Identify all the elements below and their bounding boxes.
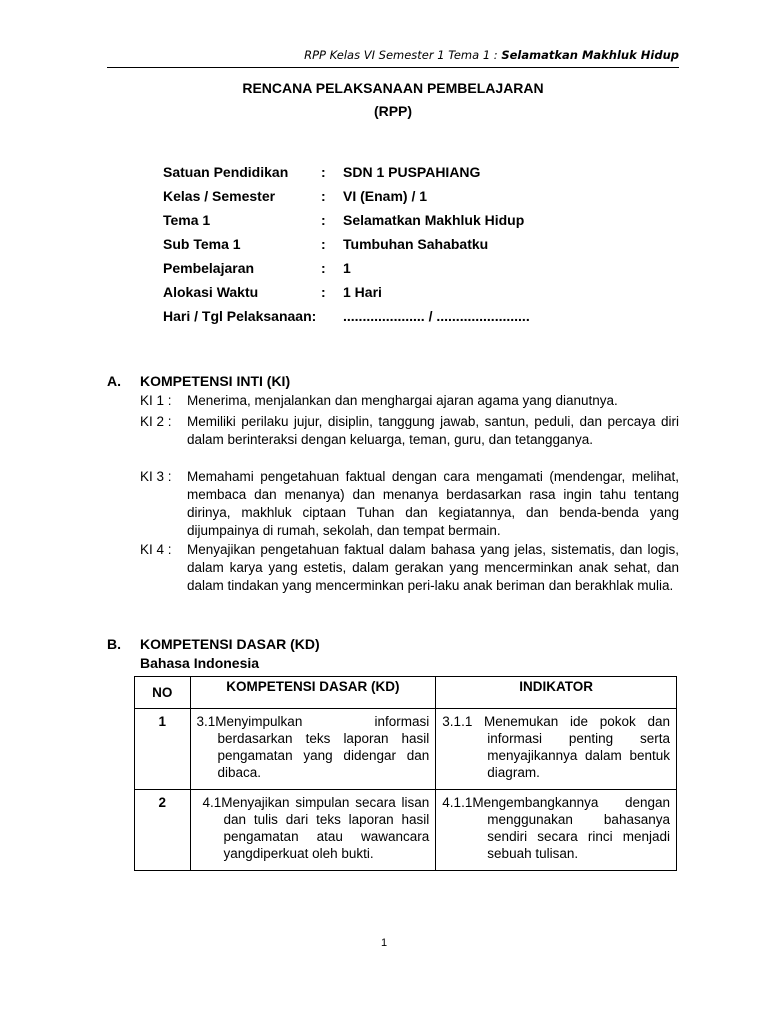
info-value: Selamatkan Makhluk Hidup [343,212,525,228]
row-number: 2 [135,790,191,871]
info-label: Tema 1 [163,212,211,228]
table-row [135,709,677,790]
row-number: 1 [135,709,191,790]
column-header-indikator: INDIKATOR [436,677,677,709]
info-label: Alokasi Waktu [163,284,259,300]
header-theme: Selamatkan Makhluk Hidup [501,48,679,62]
section-a-letter: A. [107,373,121,389]
ki-text: Memahami pengetahuan faktual dengan cara mengamati (mendengar, melihat, membaca dan menanya) dan menanya berdasarkan rasa ingin tahu tentang dirinya, makhluk ciptaan Tuhan dan kegiatannya, dan benda-benda yang dijumpainya di rumah, sekolah, dan tempat bermain. [187,469,679,538]
info-value: VI (Enam) / 1 [343,188,428,204]
table-row [135,790,677,871]
info-row-satuan [163,164,683,184]
info-label: Sub Tema 1 [163,236,241,252]
column-header-no: NO [135,677,191,709]
page-number: 1 [380,937,388,949]
info-row-subtema [163,236,683,256]
ki-label: KI 4 : [140,542,172,557]
subject-heading: Bahasa Indonesia [140,655,260,671]
indikator-cell [436,709,677,790]
ki-label: KI 2 : [140,414,172,429]
section-a-title: KOMPETENSI INTI (KI) [140,373,291,389]
kd-cell [190,709,436,790]
info-value: Tumbuhan Sahabatku [343,236,489,252]
info-value: 1 [343,260,351,276]
section-b-letter: B. [107,636,121,652]
section-b-title: KOMPETENSI DASAR (KD) [140,636,320,652]
info-row-pembelajaran [163,260,683,280]
indikator-text: 3.1.1 Menemukan ide pokok dan informasi penting serta menyajikannya dalam bentuk diagram. [442,714,670,780]
info-value: 1 Hari [343,284,382,300]
document-title: RENCANA PELAKSANAAN PEMBELAJARAN [242,80,544,96]
kd-text: 4.1Menyajikan simpulan secara lisan dan tulis dari teks laporan hasil pengamatan atau wawancara yangdiperkuat oleh bukti. [202,795,430,861]
column-header-kd: KOMPETENSI DASAR (KD) [190,677,436,709]
info-row-alokasi [163,284,683,304]
document-subtitle: (RPP) [373,103,413,119]
info-row-kelas [163,188,683,208]
info-row-tanggal [163,308,683,328]
indikator-text: 4.1.1Mengembangkannya dengan menggunakan bahasanya sendiri secara rinci menjadi sebuah tulisan. [442,795,670,861]
info-colon: : [321,212,326,228]
running-header [107,48,679,62]
kd-text: 3.1Menyimpulkan informasi berdasarkan teks laporan hasil pengamatan yang didengar dan dibaca. [196,714,430,780]
info-label: Pembelajaran [163,260,255,276]
info-colon: : [321,284,326,300]
ki-text: Memiliki perilaku jujur, disiplin, tanggung jawab, santun, peduli, dan percaya diri dalam berinteraksi dengan keluarga, teman, guru, dan tetangganya. [187,414,679,447]
info-row-tema [163,212,683,232]
kd-table [134,676,677,871]
info-colon: : [321,260,326,276]
info-colon: : [321,236,326,252]
table-header-row [135,677,677,709]
info-label: Satuan Pendidikan [163,164,289,180]
header-prefix: RPP Kelas VI Semester 1 Tema 1 : [304,48,502,62]
info-value: SDN 1 PUSPAHIANG [343,164,481,180]
kd-cell [190,790,436,871]
ki-label: KI 1 : [140,393,172,408]
ki-label: KI 3 : [140,469,172,484]
info-colon: : [321,164,326,180]
indikator-cell [436,790,677,871]
info-colon: : [321,188,326,204]
info-label: Kelas / Semester [163,188,276,204]
ki-text: Menyajikan pengetahuan faktual dalam bahasa yang jelas, sistematis, dan logis, dalam karya yang estetis, dalam gerakan yang mencerminkan anak sehat, dan dalam tindakan yang mencerminkan peri-laku anak beriman dan berakhlak mulia. [187,542,679,593]
info-value: ..................... / ........................ [343,308,530,324]
header-rule [107,67,679,68]
info-label: Hari / Tgl Pelaksanaan: [163,308,317,324]
ki-text: Menerima, menjalankan dan menghargai ajaran agama yang dianutnya. [187,393,618,408]
